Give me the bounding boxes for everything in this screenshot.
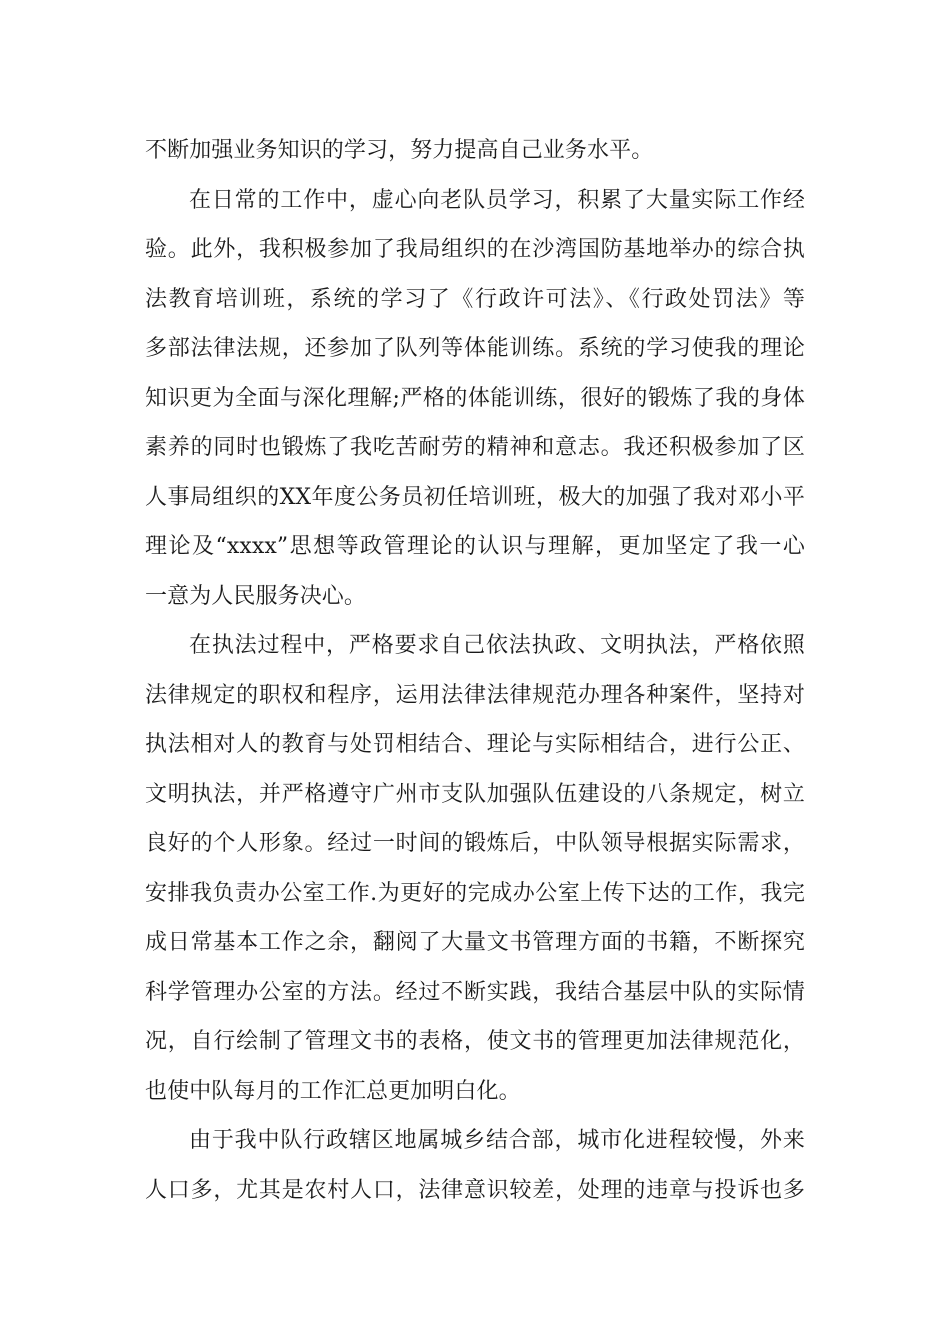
text-line: 法律规定的职权和程序，运用法律法律规范办理各种案件，坚持对 [145, 682, 805, 708]
text-line: 科学管理办公室的方法。经过不断实践，我结合基层中队的实际情 [145, 979, 805, 1005]
text-line: 在执法过程中，严格要求自己依法执政、文明执法，严格依照 [189, 633, 805, 658]
text-line: 由于我中队行政辖区地属城乡结合部，城市化进程较慢，外来 [189, 1128, 805, 1153]
text-line: 良好的个人形象。经过一时间的锻炼后，中队领导根据实际需求， [145, 831, 805, 856]
text-line: 素养的同时也锻炼了我吃苦耐劳的精神和意志。我还积极参加了区 [145, 435, 805, 460]
text-line: 理论及“xxxx”思想等政管理论的认识与理解，更加坚定了我一心 [145, 534, 805, 559]
text-line: 一意为人民服务决心。 [145, 583, 367, 609]
paragraph [145, 1116, 805, 1215]
paragraph [145, 176, 805, 622]
text-line: 执法相对人的教育与处罚相结合、理论与实际相结合，进行公正、 [145, 732, 805, 757]
text-line: 成日常基本工作之余，翻阅了大量文书管理方面的书籍，不断探究 [145, 930, 805, 955]
text-line: 人口多，尤其是农村人口，法律意识较差，处理的违章与投诉也多 [145, 1177, 805, 1203]
text-line: 文明执法，并严格遵守广州市支队加强队伍建设的八条规定，树立 [145, 781, 805, 807]
text-line: 也使中队每月的工作汇总更加明白化。 [145, 1078, 521, 1104]
text-line: 在日常的工作中，虚心向老队员学习，积累了大量实际工作经 [189, 187, 805, 213]
text-line: 况，自行绘制了管理文书的表格，使文书的管理更加法律规范化， [145, 1029, 805, 1054]
text-line: 人事局组织的XX年度公务员初任培训班，极大的加强了我对邓小平 [145, 484, 805, 510]
text-line: 不断加强业务知识的学习，努力提高自己业务水平。 [145, 138, 654, 163]
text-line: 法教育培训班，系统的学习了《行政许可法》、《行政处罚法》等 [145, 286, 805, 312]
text-line: 安排我负责办公室工作.为更好的完成办公室上传下达的工作，我完 [145, 880, 805, 906]
text-line: 验。此外，我积极参加了我局组织的在沙湾国防基地举办的综合执 [145, 237, 805, 262]
text-line: 多部法律法规，还参加了队列等体能训练。系统的学习使我的理论 [145, 336, 805, 361]
document-body [145, 126, 805, 1215]
paragraph [145, 621, 805, 1116]
text-line: 知识更为全面与深化理解;严格的体能训练，很好的锻炼了我的身体 [145, 385, 805, 411]
paragraph [145, 126, 805, 176]
